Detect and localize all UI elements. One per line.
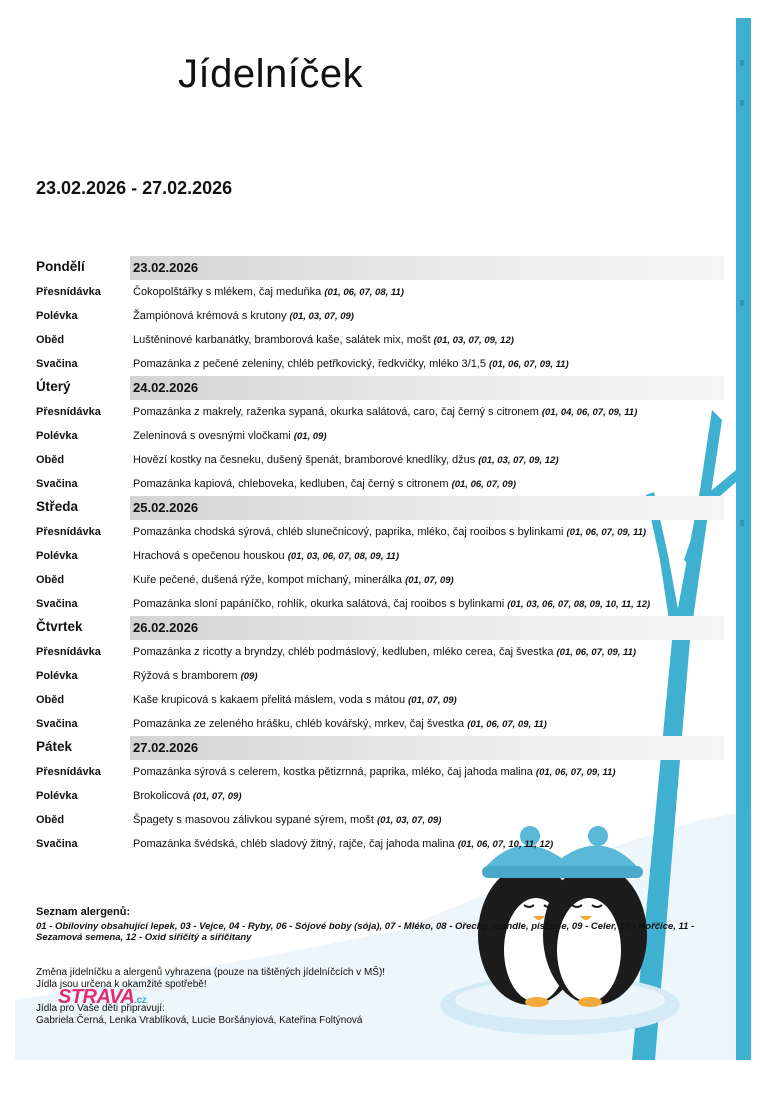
day-header xyxy=(36,736,724,760)
day-name: Středa xyxy=(36,499,79,514)
day-header xyxy=(36,496,724,520)
day-date: 26.02.2026 xyxy=(130,616,724,640)
credits-heading: Jídla pro Vaše děti připravují: xyxy=(36,1003,165,1014)
meal-description xyxy=(133,310,354,322)
meal-row xyxy=(36,424,724,448)
meal-label: Oběd xyxy=(36,694,65,706)
meal-text: Pomazánka sloní papáníčko, rohlík, okurka salátová, čaj rooibos s bylinkami xyxy=(133,598,505,610)
meal-label: Přesnídávka xyxy=(36,406,101,418)
meal-description xyxy=(133,574,454,586)
meal-allergens: (01, 03, 07, 09, 12) xyxy=(433,335,514,346)
meal-row xyxy=(36,568,724,592)
meal-allergens: (01, 07, 09) xyxy=(408,695,457,706)
meal-row xyxy=(36,664,724,688)
meal-row xyxy=(36,808,724,832)
allergen-heading: Seznam alergenů: xyxy=(36,906,131,918)
day-header xyxy=(36,376,724,400)
meal-row xyxy=(36,592,724,616)
note-line: Jídla jsou určena k okamžité spotřebě! xyxy=(36,979,207,990)
meal-description xyxy=(133,766,616,778)
meal-label: Polévka xyxy=(36,550,78,562)
meal-allergens: (01, 06, 07, 09, 11) xyxy=(566,527,647,538)
meal-description xyxy=(133,790,242,802)
weekly-menu xyxy=(36,256,724,856)
meal-allergens: (09) xyxy=(240,671,258,682)
meal-text: Luštěninové karbanátky, bramborová kaše, salátek mix, mošt xyxy=(133,334,431,346)
logo-text: STRAVA xyxy=(58,986,135,1008)
meal-row xyxy=(36,304,724,328)
meal-allergens: (01, 06, 07, 09, 11) xyxy=(535,767,616,778)
meal-label: Přesnídávka xyxy=(36,526,101,538)
meal-label: Oběd xyxy=(36,814,65,826)
day-header xyxy=(36,616,724,640)
meal-label: Polévka xyxy=(36,430,78,442)
date-range: 23.02.2026 - 27.02.2026 xyxy=(36,178,233,198)
kitchen-credits xyxy=(36,1003,362,1027)
meal-label: Oběd xyxy=(36,574,65,586)
meal-text: Pomazánka ze zeleného hrášku, chléb kovářský, mrkev, čaj švestka xyxy=(133,718,465,730)
meal-description xyxy=(133,358,569,370)
meal-row xyxy=(36,760,724,784)
day-date: 25.02.2026 xyxy=(130,496,724,520)
meal-label: Polévka xyxy=(36,670,78,682)
meal-description xyxy=(133,478,516,490)
meal-label: Polévka xyxy=(36,790,78,802)
meal-row xyxy=(36,400,724,424)
meal-allergens: (01, 06, 07, 09, 11) xyxy=(489,359,569,370)
meal-row xyxy=(36,712,724,736)
meal-text: Rýžová s bramborem xyxy=(133,670,238,682)
meal-allergens: (01, 06, 07, 08, 11) xyxy=(324,287,404,298)
meal-label: Oběd xyxy=(36,454,65,466)
note-line: Změna jídelníčku a alergenů vyhrazena (pouze na tištěných jídelníčcích v MŠ)! xyxy=(36,967,386,978)
meal-allergens: (01, 03, 06, 07, 08, 09, 11) xyxy=(287,551,399,562)
allergen-legend xyxy=(36,906,726,943)
meal-description xyxy=(133,550,399,562)
meal-allergens: (01, 07, 09) xyxy=(405,575,454,586)
meal-label: Oběd xyxy=(36,334,65,346)
meal-allergens: (01, 06, 07, 10, 11, 12) xyxy=(457,839,554,850)
meal-text: Špagety s masovou zálivkou sypané sýrem, mošt xyxy=(133,814,374,826)
meal-label: Svačina xyxy=(36,358,78,370)
meal-text: Zeleninová s ovesnými vločkami xyxy=(133,430,291,442)
meal-row xyxy=(36,472,724,496)
meal-label: Polévka xyxy=(36,310,78,322)
meal-allergens: (01, 06, 07, 09, 11) xyxy=(556,647,637,658)
meal-label: Přesnídávka xyxy=(36,286,101,298)
meal-allergens: (01, 06, 07, 09, 11) xyxy=(467,719,547,730)
credits-names: Gabriela Černá, Lenka Vrablíková, Lucie Boršányiová, Kateřina Foltýnová xyxy=(36,1015,363,1026)
meal-description xyxy=(133,334,514,346)
meal-row xyxy=(36,832,724,856)
meal-row xyxy=(36,448,724,472)
meal-allergens: (01, 09) xyxy=(293,431,327,442)
meal-label: Svačina xyxy=(36,838,78,850)
day-name: Čtvrtek xyxy=(36,619,83,634)
meal-row xyxy=(36,352,724,376)
meal-label: Svačina xyxy=(36,598,78,610)
meal-row xyxy=(36,328,724,352)
day-name: Úterý xyxy=(36,379,71,394)
meal-text: Hovězí kostky na česneku, dušený špenát, bramborové knedlíky, džus xyxy=(133,454,476,466)
meal-text: Čokopolštářky s mlékem, čaj meduňka xyxy=(133,286,322,298)
meal-label: Přesnídávka xyxy=(36,646,101,658)
meal-row xyxy=(36,544,724,568)
meal-description xyxy=(133,718,547,730)
meal-allergens: (01, 03, 07, 09) xyxy=(289,311,354,322)
day-header xyxy=(36,256,724,280)
day-date: 27.02.2026 xyxy=(130,736,724,760)
meal-allergens: (01, 06, 07, 09) xyxy=(451,479,517,490)
meal-text: Kuře pečené, dušená rýže, kompot míchaný, minerálka xyxy=(133,574,403,586)
day-name: Pondělí xyxy=(36,259,85,274)
meal-description xyxy=(133,598,650,610)
meal-text: Kaše krupicová s kakaem přelitá máslem, voda s mátou xyxy=(133,694,406,706)
meal-description xyxy=(133,670,258,682)
meal-description xyxy=(133,814,441,826)
meal-description xyxy=(133,646,636,658)
tree-trunk-right xyxy=(736,18,751,1060)
meal-label: Přesnídávka xyxy=(36,766,101,778)
page-title: Jídelníček xyxy=(178,52,364,96)
meal-description xyxy=(133,430,327,442)
meal-row xyxy=(36,520,724,544)
meal-allergens: (01, 03, 06, 07, 08, 09, 10, 11, 12) xyxy=(507,599,651,610)
meal-text: Pomazánka chodská sýrová, chléb slunečnicový, paprika, mléko, čaj rooibos s bylinkami xyxy=(133,526,564,538)
meal-label: Svačina xyxy=(36,478,78,490)
allergen-list: 01 - Obiloviny obsahující lepek, 03 - Vejce, 04 - Ryby, 06 - Sójové boby (sója), 07 - Mléko, 08 - Ořechy, mandle, pistácie, 09 - Celer, 10 - Hořčice, 11 - Sezamová semena, 12 - Oxid siřičitý a siřičitany xyxy=(36,921,695,943)
meal-allergens: (01, 03, 07, 09, 12) xyxy=(478,455,559,466)
meal-row xyxy=(36,640,724,664)
meal-row xyxy=(36,688,724,712)
meal-row xyxy=(36,784,724,808)
meal-description xyxy=(133,406,637,418)
meal-description xyxy=(133,526,646,538)
meal-text: Brokolicová xyxy=(133,790,190,802)
meal-text: Pomazánka z pečené zeleniny, chléb petřkovický, ředkvičky, mléko 3/1,5 xyxy=(133,358,486,370)
meal-description xyxy=(133,694,457,706)
meal-text: Pomazánka kapiová, chleboveka, kedluben, čaj černý s citronem xyxy=(133,478,449,490)
meal-text: Pomazánka sýrová s celerem, kostka pětizrnná, paprika, mléko, čaj jahoda malina xyxy=(133,766,533,778)
meal-row xyxy=(36,280,724,304)
day-date: 24.02.2026 xyxy=(130,376,724,400)
meal-description xyxy=(133,454,559,466)
meal-description xyxy=(133,286,404,298)
meal-text: Pomazánka švédská, chléb sladový žitný, rajče, čaj jahoda malina xyxy=(133,838,455,850)
meal-text: Pomazánka z ricotty a bryndzy, chléb podmáslový, kedluben, mléko cerea, čaj švestka xyxy=(133,646,554,658)
meal-allergens: (01, 07, 09) xyxy=(192,791,242,802)
meal-text: Žampiónová krémová s krutony xyxy=(133,310,287,322)
meal-text: Hrachová s opečenou houskou xyxy=(133,550,285,562)
day-date: 23.02.2026 xyxy=(130,256,724,280)
meal-allergens: (01, 04, 06, 07, 09, 11) xyxy=(541,407,638,418)
meal-label: Svačina xyxy=(36,718,78,730)
day-name: Pátek xyxy=(36,739,73,754)
meal-description xyxy=(133,838,553,850)
meal-allergens: (01, 03, 07, 09) xyxy=(376,815,442,826)
logo-suffix: .cz xyxy=(134,995,147,1006)
meal-text: Pomazánka z makrely, raženka sypaná, okurka salátová, caro, čaj černý s citronem xyxy=(133,406,539,418)
